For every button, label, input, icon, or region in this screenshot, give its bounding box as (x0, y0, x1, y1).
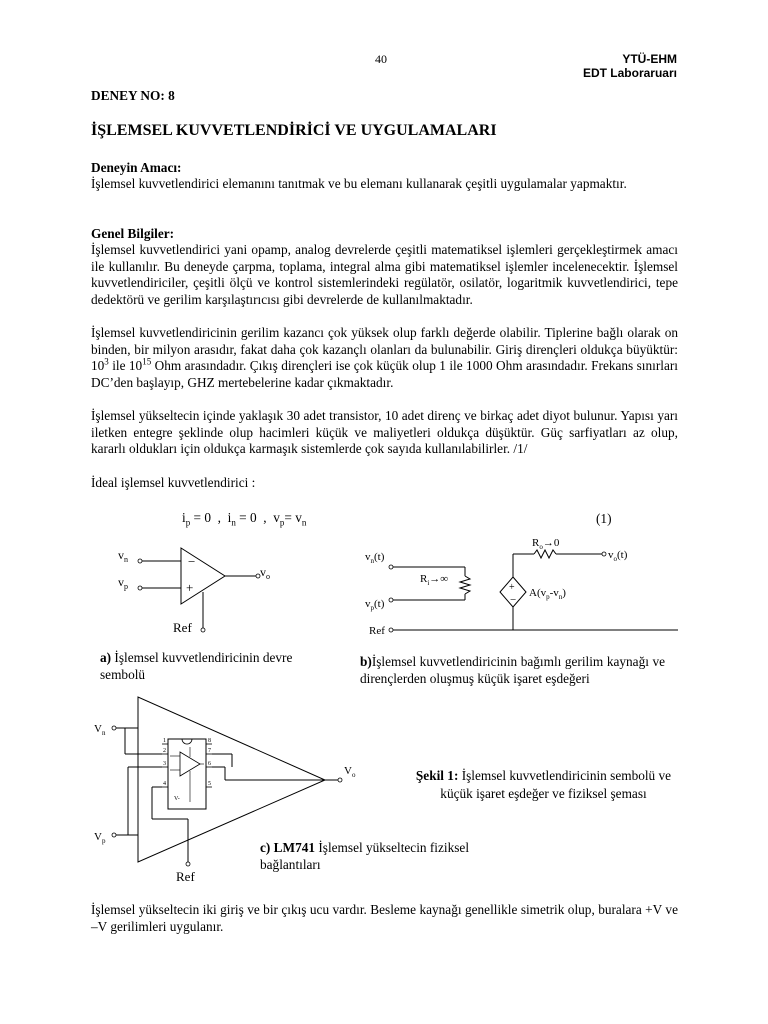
svg-text:7: 7 (208, 748, 211, 754)
label-vp: $v_p$ (118, 575, 128, 591)
svg-text:2: 2 (163, 748, 166, 754)
opamp-symbol-diagram (100, 536, 300, 641)
pin-v-minus: V- (174, 796, 180, 802)
page-number: 40 (375, 52, 387, 66)
vp-terminal (138, 586, 142, 590)
vp-c-terminal (112, 833, 116, 837)
source-plus: + (509, 582, 515, 593)
vo-t-terminal (602, 552, 606, 556)
label-ref-c: Ref (176, 869, 195, 884)
ri-resistor (460, 576, 470, 594)
label-ref-b: Ref (369, 625, 385, 637)
vn-t-terminal (389, 565, 393, 569)
purpose-heading: Deneyin Amacı: (91, 160, 182, 175)
ref-b-terminal (389, 628, 393, 632)
figure-caption: Şekil 1: İşlemsel kuvvetlendiricinin sembolü ve küçük işaret eşdeğer ve fiziksel şeması (415, 768, 672, 801)
general-heading: Genel Bilgiler: (91, 226, 175, 241)
label-vn: $v_n$ (118, 548, 128, 564)
label-vo-c: $V_o$ (344, 765, 356, 779)
svg-text:3: 3 (163, 761, 166, 767)
minus-sign: − (188, 554, 196, 569)
purpose-text: İşlemsel kuvvetlendirici elemanını tanıtmak ve bu elemanı kullanarak çeşitli uygulamalar yapmaktır. (91, 176, 627, 191)
ref-terminal (201, 628, 205, 632)
plus-sign: + (186, 580, 194, 595)
caption-b: b)İşlemsel kuvvetlendiricinin bağımlı gerilim kaynağı ve dirençlerden oluşmuş küçük işaret eşdeğeri (360, 654, 665, 686)
general-paragraph-4: İdeal işlemsel kuvvetlendirici : (91, 475, 256, 490)
vp-t-terminal (389, 598, 393, 602)
small-signal-equivalent-diagram (360, 532, 680, 642)
page-title: İŞLEMSEL KUVVETLENDİRİCİ VE UYGULAMALARI (91, 122, 497, 139)
label-vo-t: $v_o(t)$ (608, 549, 628, 563)
svg-text:6: 6 (208, 761, 211, 767)
general-paragraph-1: İşlemsel kuvvetlendirici yani opamp, analog devrelerde çeşitli matematiksel işlemleri gerçekleştirmek amacı ile kullanılır. Bu deneyde çarpma, toplama, integral alma gibi matematiksel işlemler incelenecektir. İşlemsel kuvvetlendiriciler, çeşitli ölçü ve kontrol sistemlerindeki regülatör, osilatör, logaritmik kuvvetlendirici, tepe dedektörü ve gerilim karşılaştırıcısı gibi devrelerde de kullanılmaktadır. (91, 242, 678, 307)
equation-number: (1) (596, 511, 612, 526)
label-ref: Ref (173, 620, 192, 635)
caption-c: c) LM741 İşlemsel yükseltecin fiziksel bağlantıları (260, 840, 470, 872)
experiment-number: DENEY NO: 8 (91, 88, 175, 103)
ideal-equation: $i_p = 0$ , $i_n = 0$ , $v_p= v_n$ (182, 510, 307, 528)
ro-resistor (534, 550, 556, 558)
header-org: YTÜ-EHM (622, 52, 677, 66)
label-vn-t: $v_n(t)$ (365, 551, 385, 565)
label-vo: $v_o$ (260, 565, 270, 581)
label-gain: $A(v_p-v_n)$ (529, 587, 566, 601)
label-vn-c: $V_n$ (94, 723, 106, 737)
svg-text:1: 1 (163, 738, 166, 744)
label-ro: $R_o\to 0$ (532, 537, 560, 551)
general-paragraph-3: İşlemsel yükseltecin içinde yaklaşık 30 adet transistor, 10 adet direnç ve birkaç adet diyot bulunur. Yapısı yarı iletken entegre şeklinde olup hacimleri küçük ve maliyetleri oldukça düşüktür. Güç sarfiyatları az olup, kararlı oldukları için oldukça karmaşık sistemlerde çok sayıda kullanılabilirler. /1/ (91, 408, 678, 457)
label-vp-t: $v_p(t)$ (365, 598, 385, 612)
vo-c-terminal (338, 778, 342, 782)
caption-a: a) İşlemsel kuvvetlendiricinin devre sembolü (100, 650, 293, 682)
source-minus: − (510, 594, 517, 606)
label-ri: $R_i\to\infty$ (420, 573, 449, 587)
label-vp-c: $V_p$ (94, 831, 106, 845)
ref-c-terminal (186, 862, 190, 866)
general-paragraph-2: İşlemsel kuvvetlendiricinin gerilim kazancı çok yüksek olup farklı değerde olabilir. Tiplerine bağlı olarak on binden, bir milyon arasıdır, fakat daha çok kazançlı olanları da bulunabilir. Giriş dirençleri oldukça büyüktür: $10^3$ ile $10^{15}$ Ohm arasındadır. Çıkış dirençleri ise çok küçük olup 1 ile 1000 Ohm arasındadır. Frekans sınırları DC’den başlayıp, GHZ mertebelerine kadar çıkmaktadır. (91, 325, 678, 390)
vn-c-terminal (112, 726, 116, 730)
svg-text:8: 8 (208, 738, 211, 744)
header-lab: EDT Laboraruarı (582, 66, 677, 80)
chip-notch (182, 739, 192, 744)
svg-text:4: 4 (163, 781, 166, 787)
closing-paragraph: İşlemsel yükseltecin iki giriş ve bir çıkış ucu vardır. Besleme kaynağı genellikle simetrik olup, buralara +V ve –V gerilimleri uygulanır. (91, 902, 678, 934)
vn-terminal (138, 559, 142, 563)
svg-text:5: 5 (208, 781, 211, 787)
